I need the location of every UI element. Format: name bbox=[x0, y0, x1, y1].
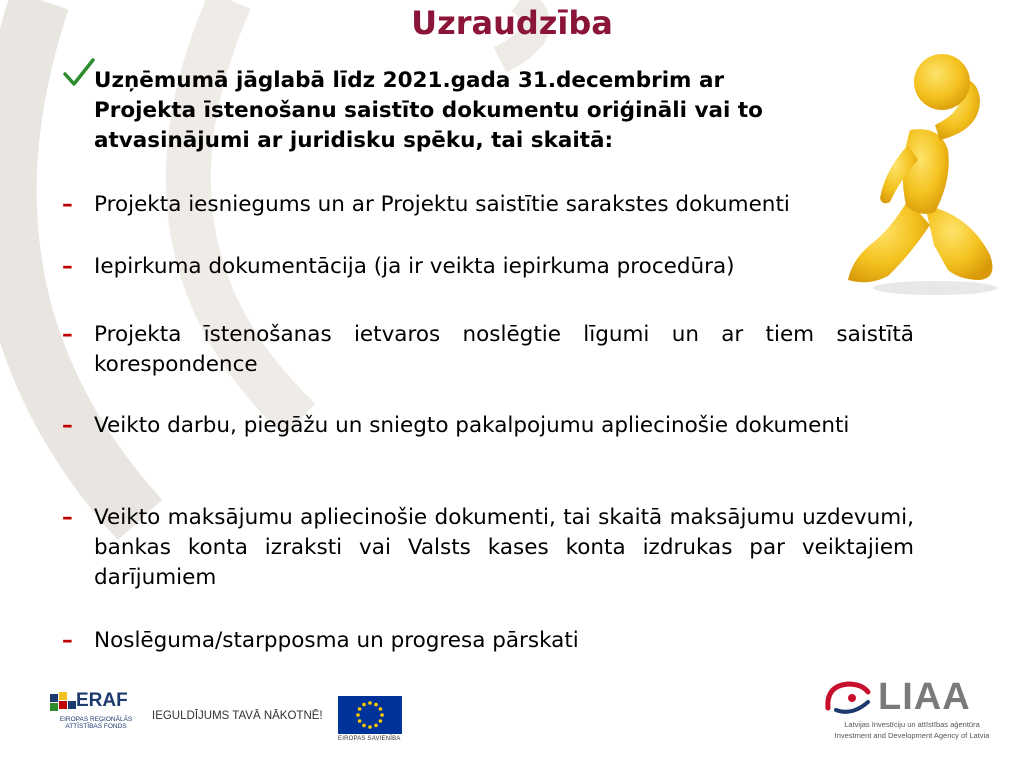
list-item bbox=[62, 252, 914, 282]
slogan-text: IEGULDĪJUMS TAVĀ NĀKOTNĒ! bbox=[152, 710, 323, 722]
bullet-text: Iepirkuma dokumentācija (ja ir veikta iepirkuma procedūra) bbox=[94, 254, 735, 279]
list-item bbox=[62, 411, 914, 441]
liaa-emblem-icon bbox=[822, 678, 878, 718]
eraf-emblem-icon bbox=[50, 692, 76, 716]
liaa-subtitle-en: Investment and Development Agency of Latvia bbox=[834, 731, 990, 740]
bullet-text: Noslēguma/starpposma un progresa pārskati bbox=[94, 628, 579, 653]
liaa-subtitle-lv: Latvijas Investīciju un attīstības aģentūra bbox=[844, 720, 980, 729]
eraf-name: ERAF bbox=[76, 690, 128, 711]
intro-line: atvasinājumi ar juridisku spēku, tai skaitā: bbox=[94, 128, 614, 153]
liaa-name: LIAA bbox=[878, 676, 971, 718]
intro-statement bbox=[94, 66, 894, 156]
bullet-marker: – bbox=[62, 505, 73, 530]
eu-label: EIROPAS SAVIENĪBA bbox=[338, 736, 401, 742]
bullet-marker: – bbox=[62, 192, 73, 217]
bullet-marker: – bbox=[62, 413, 73, 438]
bullet-text: Projekta iesniegums un ar Projektu saistītie sarakstes dokumenti bbox=[94, 192, 790, 217]
eu-flag-icon bbox=[338, 696, 402, 734]
list-item bbox=[62, 190, 914, 220]
intro-line: Uzņēmumā jāglabā līdz 2021.gada 31.decembrim ar bbox=[94, 68, 725, 93]
bullet-text: Veikto maksājumu apliecinošie dokumenti, tai skaitā maksājumu uzdevumi, bankas konta izraksti vai Valsts kases konta izdrukas par veiktajiem darījumiem bbox=[94, 505, 914, 590]
slide-title: Uzraudzība bbox=[411, 4, 613, 42]
bullet-marker: – bbox=[62, 628, 73, 653]
bullet-text: Projekta īstenošanas ietvaros noslēgtie līgumi un ar tiem saistītā korespondence bbox=[94, 322, 914, 377]
intro-line: Projekta īstenošanu saistīto dokumentu oriģināli vai to bbox=[94, 98, 763, 123]
bullet-marker: – bbox=[62, 254, 73, 279]
checkmark-icon bbox=[62, 56, 96, 90]
liaa-logo bbox=[820, 678, 1000, 748]
list-item bbox=[62, 503, 914, 593]
list-item bbox=[62, 626, 914, 656]
bullet-marker: – bbox=[62, 322, 73, 347]
bullet-text: Veikto darbu, piegāžu un sniegto pakalpojumu apliecinošie dokumenti bbox=[94, 413, 850, 438]
eraf-subtitle: EIROPAS REĢIONĀLĀS ATTĪSTĪBAS FONDS bbox=[59, 716, 133, 730]
eu-logo bbox=[338, 696, 402, 742]
eraf-logo bbox=[48, 690, 138, 742]
list-item bbox=[62, 320, 914, 380]
